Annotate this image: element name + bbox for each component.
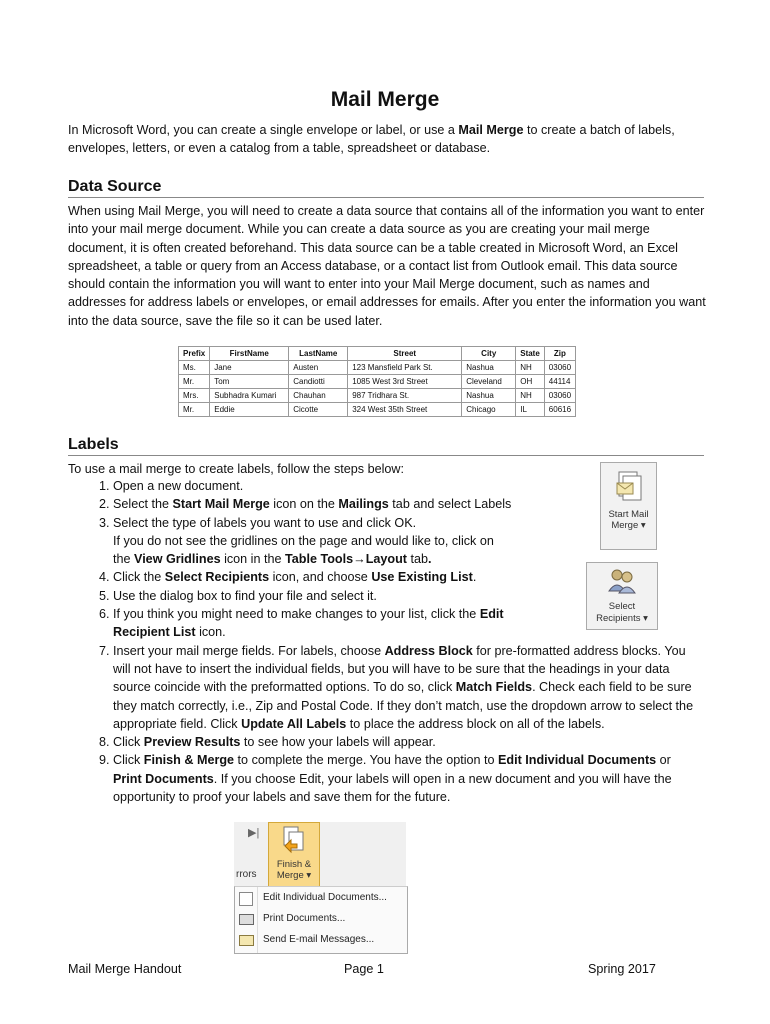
data-source-heading: Data Source — [68, 178, 704, 198]
table-header: State — [516, 347, 545, 361]
table-cell: Tom — [210, 375, 289, 389]
table-cell: Eddie — [210, 403, 289, 417]
menu-item-print-documents[interactable]: Print Documents... — [263, 913, 346, 924]
step-3: 3. Select the type of labels you want to use and click OK. If you do not see the gridlines on the page and would like to, click on the View Gridlines icon in the Table Tools→Layout tab. — [113, 514, 703, 569]
table-cell: 987 Tridhara St. — [348, 389, 462, 403]
data-source-table — [178, 346, 576, 417]
table-cell: OH — [516, 375, 545, 389]
table-header: FirstName — [210, 347, 289, 361]
finish-merge-button[interactable]: Finish & Merge ▾ — [268, 822, 320, 888]
table-header: City — [462, 347, 516, 361]
table-row — [179, 361, 576, 375]
select-recipients-icon — [607, 567, 637, 595]
step-5: 5. Use the dialog box to find your file and select it. — [113, 587, 703, 605]
table-cell: 44114 — [544, 375, 575, 389]
table-cell: Jane — [210, 361, 289, 375]
step-6: 6. If you think you might need to make changes to your list, click the Edit Recipient List icon. — [113, 605, 703, 642]
finish-merge-ribbon — [234, 822, 406, 886]
finish-merge-icon — [281, 826, 307, 854]
table-cell: IL — [516, 403, 545, 417]
table-cell: 123 Mansfield Park St. — [348, 361, 462, 375]
table-cell: Subhadra Kumari — [210, 389, 289, 403]
table-cell: Mr. — [179, 403, 210, 417]
footer-page-number: Page 1 — [344, 962, 384, 976]
labels-heading: Labels — [68, 436, 704, 456]
table-row — [179, 389, 576, 403]
step-2: 2. Select the Start Mail Merge icon on the Mailings tab and select Labels — [113, 495, 703, 513]
table-cell: NH — [516, 361, 545, 375]
errors-label: rrors — [236, 869, 257, 880]
step-8: 8. Click Preview Results to see how your labels will appear. — [113, 733, 703, 751]
page-title: Mail Merge — [330, 88, 440, 111]
table-header: LastName — [289, 347, 348, 361]
table-cell: Austen — [289, 361, 348, 375]
table-cell: 324 West 35th Street — [348, 403, 462, 417]
chevron-down-icon: ▾ — [643, 613, 648, 624]
chevron-down-icon: ▾ — [640, 520, 646, 531]
table-row — [179, 403, 576, 417]
table-cell: 03060 — [544, 389, 575, 403]
start-mail-merge-button[interactable]: Start Mail Merge ▾ — [600, 462, 657, 550]
table-cell: Nashua — [462, 389, 516, 403]
table-cell: Chauhan — [289, 389, 348, 403]
table-cell: NH — [516, 389, 545, 403]
table-header: Street — [348, 347, 462, 361]
start-mail-merge-icon — [614, 471, 644, 505]
step-9: 9. Click Finish & Merge to complete the merge. You have the option to Edit Individual Documents or Print Documents. If you choose Edit, your labels will open in a new document and you will have the opportunity to proof your labels and save them for the future. — [113, 751, 703, 806]
step-4: 4. Click the Select Recipients icon, and choose Use Existing List. — [113, 568, 703, 586]
table-cell: 03060 — [544, 361, 575, 375]
table-header: Zip — [544, 347, 575, 361]
table-row — [179, 375, 576, 389]
table-header-row — [179, 347, 576, 361]
table-cell: Candiotti — [289, 375, 348, 389]
chevron-down-icon: ▾ — [306, 870, 312, 881]
footer-right: Spring 2017 — [588, 962, 656, 976]
prev-nav-icon: ▶| — [248, 827, 260, 839]
table-cell: Mrs. — [179, 389, 210, 403]
table-cell: 1085 West 3rd Street — [348, 375, 462, 389]
table-header: Prefix — [179, 347, 210, 361]
table-cell: Nashua — [462, 361, 516, 375]
table-cell: 60616 — [544, 403, 575, 417]
intro-paragraph: In Microsoft Word, you can create a single envelope or label, or use a Mail Merge to create a batch of labels, envelopes, letters, or even a catalog from a table, spreadsheet or database. — [68, 123, 675, 156]
finish-merge-menu — [234, 886, 408, 954]
data-source-paragraph: When using Mail Merge, you will need to create a data source that contains all of the information you want to enter into your mail merge document. While you can create a data source as you are creating your mail merge document, it is often created beforehand. This data source can be a table created in Microsoft Word, an Excel spreadsheet, a table or query from an Access database, or a contact list from Outlook email. This data source should contain the information you will want to enter into your Mail Merge document, such as names and addresses for address labels or envelopes, or email addresses for emails. After you enter the information you want into the data source, save the file so it can be used later. — [68, 204, 706, 328]
edit-documents-icon — [239, 892, 253, 906]
menu-item-edit-individual-documents[interactable]: Edit Individual Documents... — [263, 892, 387, 903]
footer-left: Mail Merge Handout — [68, 962, 182, 976]
menu-item-send-email-messages[interactable]: Send E-mail Messages... — [263, 934, 375, 945]
select-recipients-button[interactable]: Select Recipients ▾ — [586, 562, 658, 630]
step-1: 1. Open a new document. — [113, 477, 703, 495]
table-cell: Mr. — [179, 375, 210, 389]
table-cell: Cicotte — [289, 403, 348, 417]
email-icon — [239, 935, 254, 946]
labels-intro: To use a mail merge to create labels, follow the steps below: — [68, 462, 405, 476]
step-7: 7. Insert your mail merge fields. For labels, choose Address Block for pre-formatted address blocks. You will not have to insert the individual fields, but you will have to be sure that the headings in your data source coincide with the preformatted options. To do so, click Match Fields. Check each field to be sure they match correctly, i.e., Zip and Postal Code. If they don’t match, use the dropdown arrow to select the appropriate field. Click Update All Labels to place the address block on all of the labels. — [113, 642, 703, 733]
table-cell: Ms. — [179, 361, 210, 375]
print-icon — [239, 914, 254, 925]
table-cell: Chicago — [462, 403, 516, 417]
table-cell: Cleveland — [462, 375, 516, 389]
